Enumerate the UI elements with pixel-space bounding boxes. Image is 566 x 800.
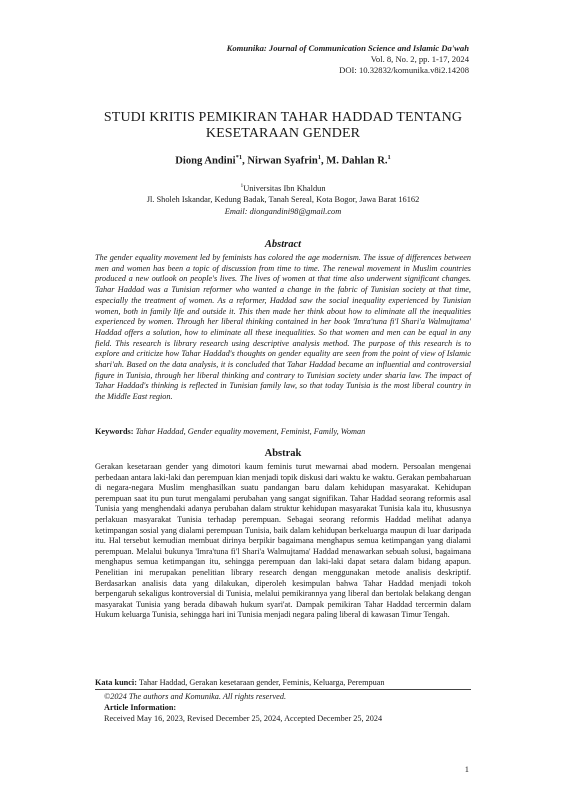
footer-divider bbox=[95, 689, 471, 690]
doi[interactable]: DOI: 10.32832/komunika.v8i2.14208 bbox=[339, 65, 469, 75]
author-separator: , bbox=[242, 155, 248, 167]
volume-line: Vol. 8, No. 2, pp. 1-17, 2024 bbox=[370, 54, 469, 64]
affiliation-address: Jl. Sholeh Iskandar, Kedung Badak, Tanah Sereal, Kota Bogor, Jawa Barat 16162 bbox=[146, 195, 420, 205]
keywords-label: Keywords: bbox=[95, 427, 134, 436]
abstrak-text: Gerakan kesetaraan gender yang dimotori kaum feminis turut mewarnai abad modern. Persoalan mengenai perbedaan antara laki-laki dan perempuan kian menjadi topik diskusi dari waktu ke waktu. Gerakan pembaharuan di negara-negara Muslim menghasilkan suatu pandangan baru dalam kehidupan masyarakat. Kehidupan perempuan saat itu pun turut mengalami perubahan yang sangat signifikan. Tahar Haddad seorang reformis asal Tunisia yang menghendaki adanya perubahan dalam struktur kehidupan masyarakat Tunisia kala itu, khususnya perlakuan masyarakat Tunisia terhadap perempuan. Sebagai seorang reformis Haddad melihat adanya ketimpangan sosial yang dialami perempuan Tunisia, baik dalam kehidupan berkeluarga maupun di luar daripada itu. Hal tersebut kemudian membuat dirinya berpikir bagaimana menghapus semua ketimpangan yang dialami perempuan. Melalui bukunya 'Imra'tuna fi'l Shari'a Walmujtama' Haddad menawarkan sebuah solusi, bagaimana menghapus semua ketimpangan itu, sehingga perempuan dan laki-laki dapat setara dalam bidang apapun. Penelitian ini merupakan penelitian library research dengan menggunakan metode analisis deskriptif. Berdasarkan analisis data yang dilakukan, diperoleh kesimpulan bahwa Tahar Haddad menjadi tokoh berpengaruh sekaligus kontroversial di Tunisia, melalui pemikirannya yang liberal dan bertolak belakang dengan masyarakat Tunisia yang berada dibawah hukum syari'at. Dampak pemikiran Tahar Haddad tercermin dalam Hukum keluarga Tunisia, sehingga hari ini Tunisia menjadi negara paling liberal di kawasan Timur Tengah. bbox=[95, 462, 471, 620]
article-info-label: Article Information: bbox=[104, 702, 177, 712]
kata-kunci-label: Kata kunci: bbox=[95, 678, 137, 687]
author-list bbox=[60, 154, 506, 167]
kata-kunci-line bbox=[95, 678, 471, 689]
author-mark: *1 bbox=[235, 154, 243, 161]
affiliation-institution-line bbox=[60, 181, 506, 194]
kata-kunci-value: Tahar Haddad, Gerakan kesetaraan gender, Feminis, Keluarga, Perempuan bbox=[138, 678, 385, 687]
abstract-text: The gender equality movement led by feminists has colored the age modernism. The issue of differences between men and women has been a topic of discussion from time to time. The renewal movement in Muslim countries produced a new outlook on people's lives. The lives of women at that time also underwent significant changes. Tahar Haddad was a Tunisian reformer who wanted a change in the fabric of Tunisian society at that time, especially the treatment of women. As a reformer, Haddad saw the social inequality experienced by Tunisian women, both in family life and outside it. This then made her think about how to eliminate all the inequalities experienced by women. Through her liberal thinking contained in her book 'Imra'tuna fi'l Shari'a Walmujtama' Haddad offers a solution, how to eliminate all these inequalities. So that women and men can be equal in any field. This research is library research using descriptive analysis method. The purpose of this research is to explore and criticize how Tahar Haddad's thoughts on gender equality are seen from the point of view of Islamic shari'ah. Based on the data analysis, it is concluded that Tahar Haddad became an influential and controversial figure in Tunisia, through her liberal thinking and contrary to Tunisian society under sharia law. The impact of Tahar Haddad's thinking is reflected in Tunisian family law, so that today Tunisia is the most liberal country in the Middle East region. bbox=[95, 253, 471, 402]
journal-name: Komunika: Journal of Communication Science and Islamic Da'wah bbox=[226, 43, 469, 53]
author-name: M. Dahlan R. bbox=[326, 155, 388, 167]
affiliation-institution: Universitas Ibn Khaldun bbox=[243, 183, 326, 193]
abstract-heading: Abstract bbox=[264, 239, 302, 250]
abstrak-heading: Abstrak bbox=[264, 448, 302, 459]
affiliation bbox=[60, 181, 506, 217]
article-footer bbox=[104, 692, 474, 724]
author-email[interactable]: Email: diongandini98@gmail.com bbox=[224, 206, 342, 216]
author-name: Nirwan Syafrin bbox=[247, 155, 318, 167]
author-mark: 1 bbox=[387, 154, 391, 161]
author-name: Diong Andini bbox=[175, 155, 236, 167]
keywords-line bbox=[95, 427, 471, 438]
page-number: 1 bbox=[464, 764, 469, 774]
paper-title: STUDI KRITIS PEMIKIRAN TAHAR HADDAD TENTANG KESETARAAN GENDER bbox=[103, 110, 463, 141]
copyright-notice: ©2024 The authors and Komunika. All rights reserved. bbox=[104, 692, 287, 701]
affiliation-mark: 1 bbox=[240, 183, 244, 189]
keywords-value: Tahar Haddad, Gender equality movement, Feminist, Family, Woman bbox=[135, 427, 366, 436]
article-dates: Received May 16, 2023, Revised December 25, 2024, Accepted December 25, 2024 bbox=[104, 713, 383, 723]
journal-header bbox=[227, 43, 469, 76]
author-mark: 1 bbox=[317, 154, 321, 161]
author-separator: , bbox=[320, 155, 327, 167]
